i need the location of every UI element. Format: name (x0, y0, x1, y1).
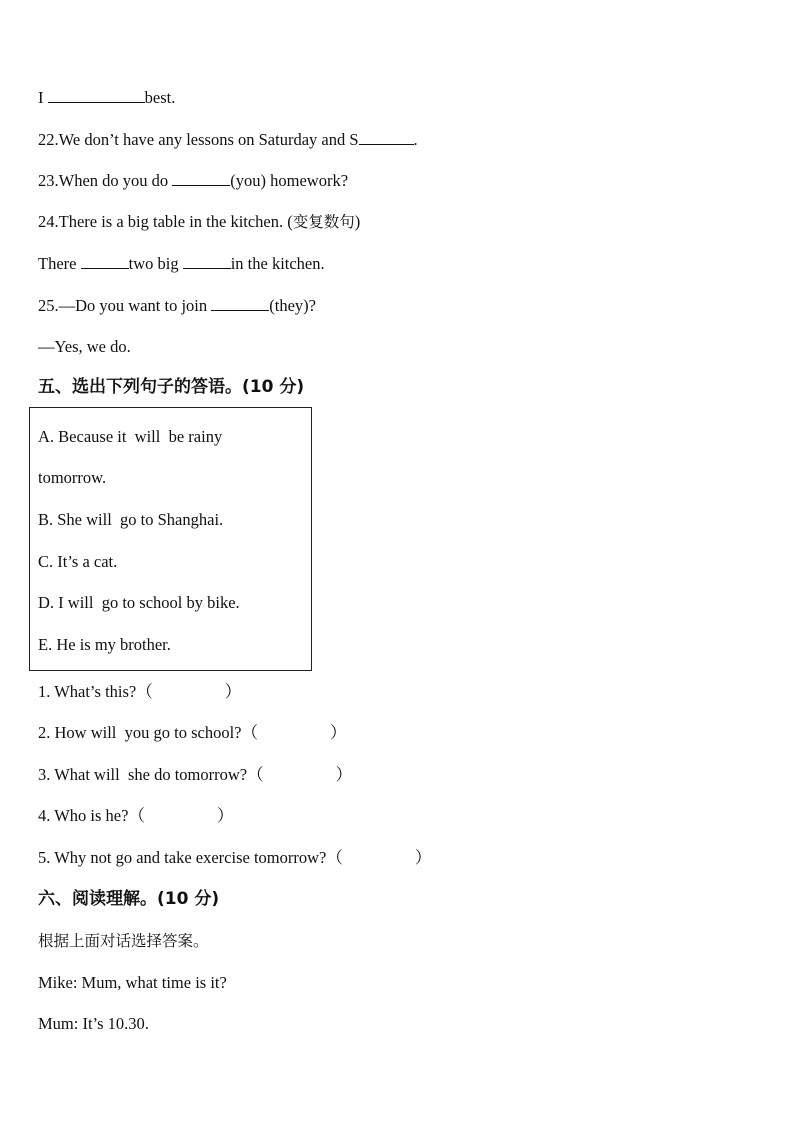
q25-answer: —Yes, we do. (38, 337, 131, 356)
match-q4-text: 4. Who is he? (38, 806, 129, 825)
q24-answer-p2: two big (128, 254, 183, 273)
match-q4-close: ） (216, 806, 234, 825)
q24-answer-p1: There (38, 254, 81, 273)
match-q1-open: （ (136, 682, 153, 701)
q24-instruction: 变复数句 (292, 213, 355, 231)
q22-line (38, 129, 418, 150)
option-a-line1: A. Because it will be rainy (38, 427, 223, 446)
q22-text: 22.We don’t have any lessons on Saturday and S (38, 130, 359, 149)
option-b: B. She will go to Shanghai. (38, 510, 224, 529)
option-a-line2: tomorrow. (38, 468, 107, 487)
option-d: D. I will go to school by bike. (38, 593, 240, 612)
option-e: E. He is my brother. (38, 635, 171, 654)
q21-blank[interactable] (48, 87, 145, 103)
q24-answer-p3: in the kitchen. (230, 254, 325, 273)
match-q3-close: ） (335, 765, 353, 784)
match-q4 (38, 806, 233, 826)
q21-line (38, 87, 175, 108)
match-q2 (38, 723, 347, 743)
dialogue-line-1: Mike: Mum, what time is it? (38, 973, 227, 992)
match-q5-open: （ (326, 848, 343, 867)
match-q1 (38, 682, 241, 702)
match-q2-open: （ (241, 723, 258, 742)
q24-blank-1[interactable] (81, 253, 129, 269)
q22-suffix: . (413, 130, 418, 149)
q24-suffix: ) (354, 212, 361, 231)
q23-prefix: 23.When do you do (38, 171, 173, 190)
q25-line (38, 295, 316, 316)
match-q3-open: （ (247, 765, 264, 784)
section5-title: 五、选出下列句子的答语。(10 分) (38, 377, 305, 397)
q23-blank[interactable] (172, 170, 230, 186)
options-box (29, 407, 312, 671)
dialogue-line-2: Mum: It’s 10.30. (38, 1014, 149, 1033)
match-q4-open: （ (128, 806, 145, 825)
q21-prefix: I (38, 88, 48, 107)
q24-line (38, 212, 360, 232)
q21-suffix: best. (144, 88, 176, 107)
match-q5 (38, 848, 431, 868)
q24-text: 24.There is a big table in the kitchen. ( (38, 212, 293, 231)
match-q1-close: ） (224, 682, 242, 701)
section6-instruction: 根据上面对话选择答案。 (38, 932, 209, 950)
q22-blank[interactable] (359, 129, 414, 145)
q25-blank[interactable] (211, 295, 269, 311)
q25-prefix: 25.—Do you want to join (38, 296, 212, 315)
q25-suffix: (they)? (269, 296, 316, 315)
match-q5-close: ） (414, 848, 432, 867)
section6-title: 六、阅读理解。(10 分) (38, 889, 220, 909)
match-q2-text: 2. How will you go to school? (38, 723, 242, 742)
q23-line (38, 170, 348, 191)
q24-answer-line (38, 253, 325, 274)
match-q3-text: 3. What will she do tomorrow? (38, 765, 248, 784)
match-q1-text: 1. What’s this? (38, 682, 137, 701)
option-c: C. It’s a cat. (38, 552, 118, 571)
match-q2-close: ） (330, 723, 347, 742)
match-q5-text: 5. Why not go and take exercise tomorrow? (38, 848, 327, 867)
match-q3 (38, 765, 352, 785)
q23-suffix: (you) homework? (230, 171, 349, 190)
q24-blank-2[interactable] (183, 253, 231, 269)
